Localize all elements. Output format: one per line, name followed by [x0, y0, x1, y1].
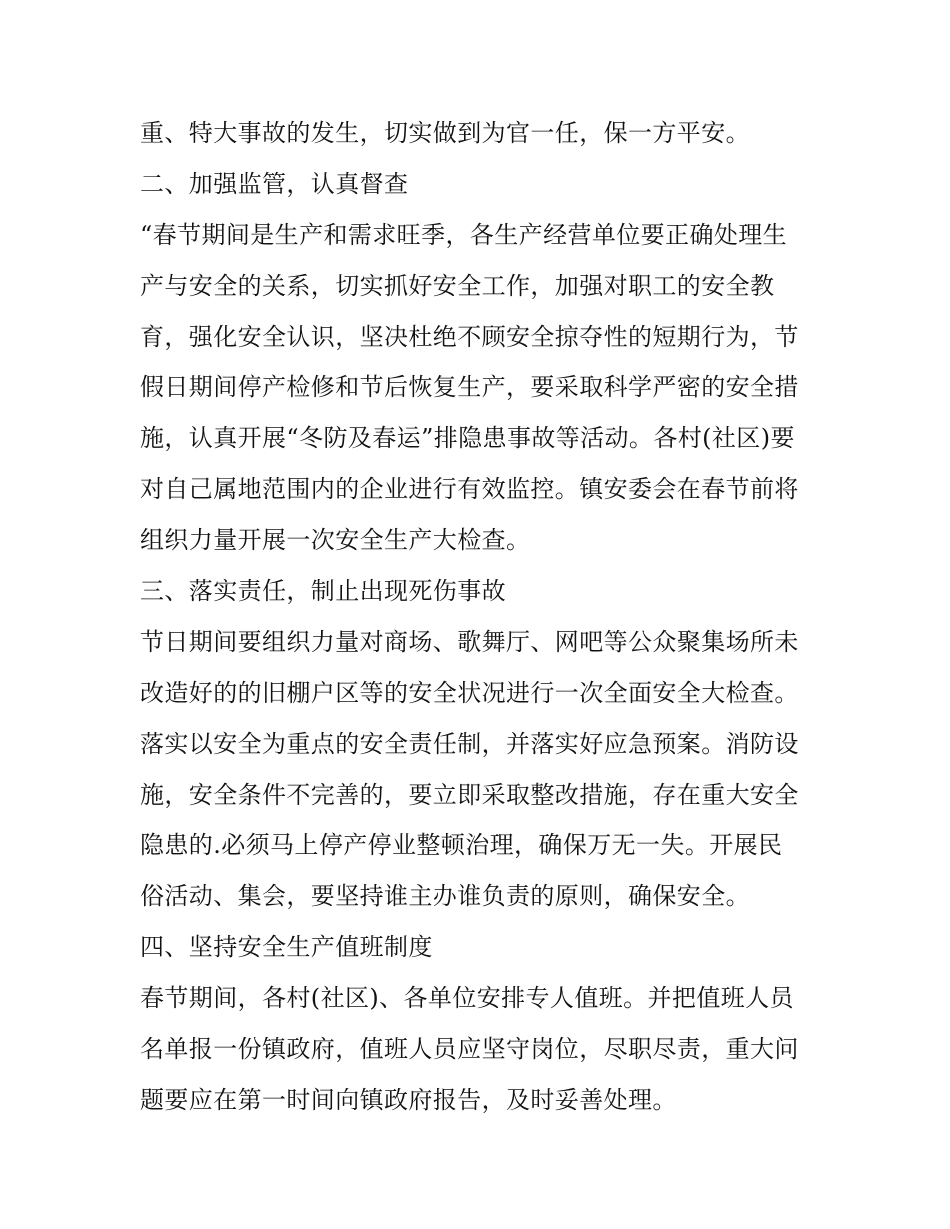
body-text-line: 落实以安全为重点的安全责任制，并落实好应急预案。消防设	[140, 729, 799, 758]
body-text-line: 改造好的的旧棚户区等的安全状况进行一次全面安全大检查。	[140, 678, 799, 707]
body-text-line: 隐患的.必须马上停产停业整顿治理，确保万无一失。开展民	[140, 831, 783, 860]
body-text-line: 假日期间停产检修和节后恢复生产，要采取科学严密的安全措	[140, 373, 799, 402]
document-body	[140, 108, 820, 1126]
section-heading: 四、坚持安全生产值班制度	[140, 933, 433, 962]
body-text-line: 产与安全的关系，切实抓好安全工作，加强对职工的安全教	[140, 271, 775, 300]
body-text-line: 对自己属地范围内的企业进行有效监控。镇安委会在春节前将	[140, 475, 799, 504]
section-heading: 二、加强监管，认真督查	[140, 169, 409, 198]
body-text-line: 组织力量开展一次安全生产大检查。	[140, 526, 531, 555]
body-text-line: 重、特大事故的发生，切实做到为官一任，保一方平安。	[140, 119, 750, 147]
body-text-line: 题要应在第一时间向镇政府报告，及时妥善处理。	[140, 1085, 677, 1114]
body-text-line: 春节期间，各村(社区)、各单位安排专人值班。并把值班人员	[140, 984, 794, 1013]
body-text-line: 俗活动、集会，要坚持谁主办谁负责的原则，确保安全。	[140, 882, 750, 911]
body-text-line: 施，安全条件不完善的，要立即采取整改措施，存在重大安全	[140, 780, 799, 809]
body-text-line: 施，认真开展“冬防及春运”排隐患事故等活动。各村(社区)要	[140, 424, 795, 453]
body-text-line: 育，强化安全认识，坚决杜绝不顾安全掠夺性的短期行为，节	[140, 322, 799, 351]
section-heading: 三、落实责任，制止出现死伤事故	[140, 577, 506, 606]
body-text-line: 名单报一份镇政府，值班人员应坚守岗位，尽职尽责，重大问	[140, 1035, 799, 1064]
body-text-line: “春节期间是生产和需求旺季，各生产经营单位要正确处理生	[140, 220, 788, 249]
body-text-line: 节日期间要组织力量对商场、歌舞厅、网吧等公众聚集场所未	[140, 627, 799, 656]
